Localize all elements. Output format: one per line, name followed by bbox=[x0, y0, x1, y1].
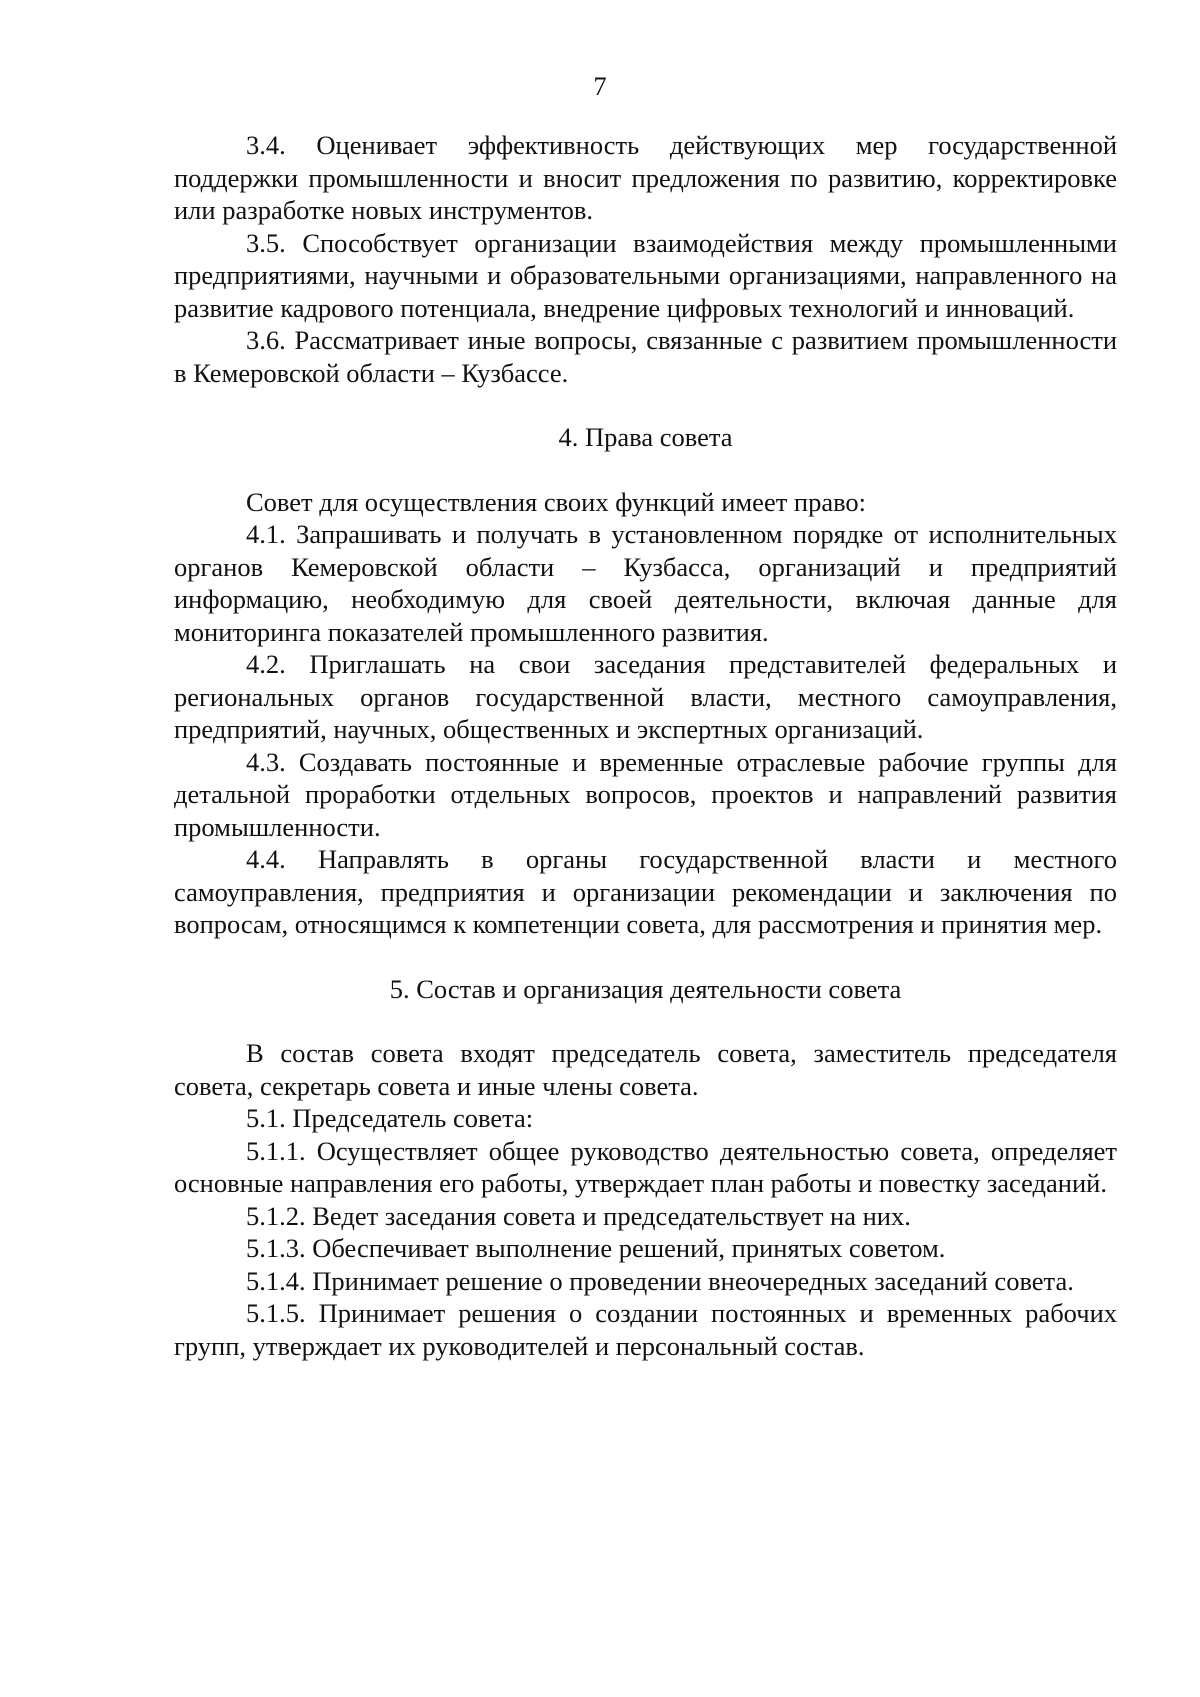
paragraph-3-5: 3.5. Способствует организации взаимодействия между промышленными предприятиями, научными и образовательными организациями, направленного на развитие кадрового потенциала, внедрение цифровых технологий и инноваций. bbox=[174, 227, 1117, 323]
paragraph-5-1-1: 5.1.1. Осуществляет общее руководство деятельностью совета, определяет основные направления его работы, утверждает план работы и повестку заседаний. bbox=[174, 1135, 1117, 1198]
document-body bbox=[174, 129, 1117, 1362]
paragraph-5-1-4: 5.1.4. Принимает решение о проведении внеочередных заседаний совета. bbox=[246, 1265, 1074, 1296]
paragraph-5-intro: В состав совета входят председатель совета, заместитель председателя совета, секретарь совета и иные члены совета. bbox=[174, 1038, 1117, 1101]
paragraph-5-1-2: 5.1.2. Ведет заседания совета и председательствует на них. bbox=[246, 1200, 911, 1231]
section-5-heading: 5. Состав и организация деятельности совета bbox=[389, 973, 902, 1004]
paragraph-3-6: 3.6. Рассматривает иные вопросы, связанные с развитием промышленности в Кемеровской области – Кузбассе. bbox=[174, 325, 1117, 388]
paragraph-4-2: 4.2. Приглашать на свои заседания представителей федеральных и региональных органов государственной власти, местного самоуправления, предприятий, научных, общественных и экспертных организаций. bbox=[174, 649, 1117, 744]
paragraph-4-1: 4.1. Запрашивать и получать в установленном порядке от исполнительных органов Кемеровской области – Кузбасса, организаций и предприятий информацию, необходимую для своей деятельности, включая данные для мониторинга показателей промышленного развития. bbox=[174, 519, 1117, 647]
page-number: 7 bbox=[593, 71, 607, 101]
paragraph-4-3: 4.3. Создавать постоянные и временные отраслевые рабочие группы для детальной проработки отдельных вопросов, проектов и направлений развития промышленности. bbox=[174, 746, 1117, 842]
paragraph-5-1-3: 5.1.3. Обеспечивает выполнение решений, принятых советом. bbox=[246, 1233, 946, 1263]
paragraph-5-1-5: 5.1.5. Принимает решения о создании постоянных и временных рабочих групп, утверждает их руководителей и персональный состав. bbox=[174, 1298, 1117, 1361]
paragraph-4-intro: Совет для осуществления своих функций имеет право: bbox=[246, 486, 867, 517]
paragraph-5-1: 5.1. Председатель совета: bbox=[246, 1103, 534, 1133]
paragraph-3-4: 3.4. Оценивает эффективность действующих мер государственной поддержки промышленности и вносит предложения по развитию, корректировке или разработке новых инструментов. bbox=[174, 130, 1117, 225]
section-4-heading: 4. Права совета bbox=[558, 422, 733, 452]
paragraph-4-4: 4.4. Направлять в органы государственной власти и местного самоуправления, предприятия и организации рекомендации и заключения по вопросам, относящимся к компетенции совета, для рассмотрения и принятия мер. bbox=[174, 844, 1117, 939]
